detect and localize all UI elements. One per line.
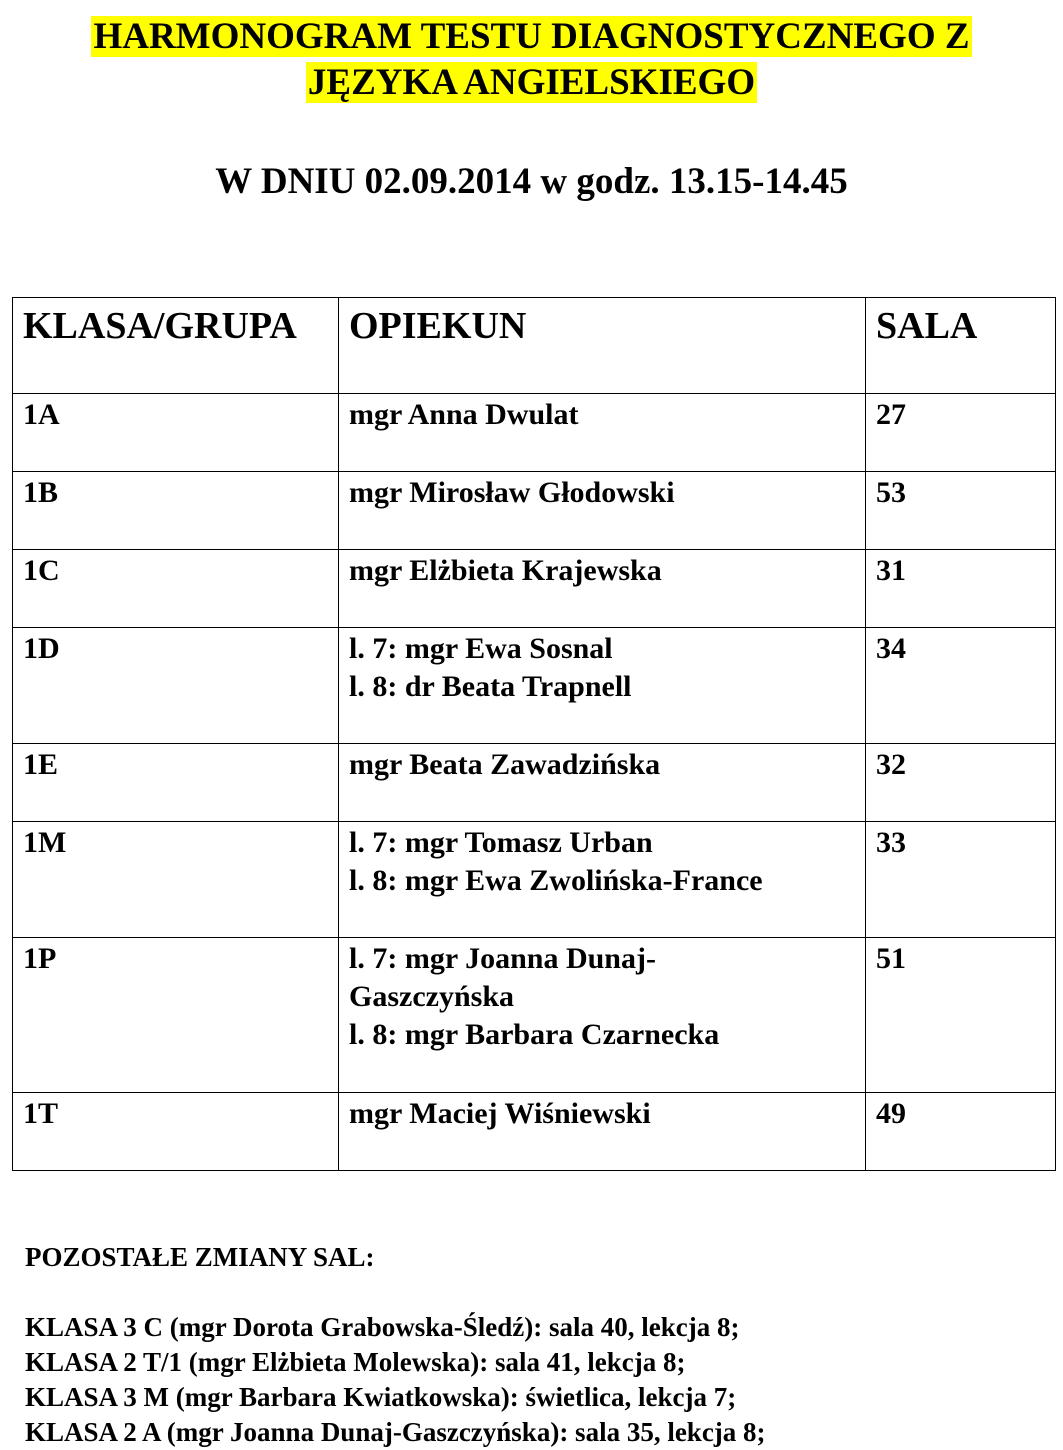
table-row: [13, 938, 1056, 1093]
supervisor-line: l. 8: dr Beata Trapnell: [349, 670, 632, 703]
table-row: [13, 628, 1056, 744]
table-row: [13, 744, 1056, 822]
room-changes-section: [25, 1240, 1055, 1450]
cell-room: 31: [866, 550, 1056, 628]
cell-supervisor: [339, 628, 866, 744]
schedule-table: [12, 297, 1056, 1171]
table-header-row: [13, 298, 1056, 394]
cell-supervisor: [339, 472, 866, 550]
table-row: [13, 1093, 1056, 1171]
cell-supervisor: [339, 550, 866, 628]
cell-supervisor: [339, 938, 866, 1093]
supervisor-line: l. 7: mgr Ewa Sosnal: [349, 632, 613, 665]
table-row: [13, 472, 1056, 550]
supervisor-line: l. 7: mgr Tomasz Urban: [349, 826, 653, 859]
date-time-subtitle: W DNIU 02.09.2014 w godz. 13.15-14.45: [215, 161, 848, 202]
cell-room: 27: [866, 394, 1056, 472]
cell-group: 1P: [13, 938, 339, 1093]
cell-room: 32: [866, 744, 1056, 822]
table-row: [13, 394, 1056, 472]
cell-group: 1T: [13, 1093, 339, 1171]
supervisor-line: mgr Beata Zawadzińska: [349, 748, 661, 781]
supervisor-line: l. 8: mgr Barbara Czarnecka: [349, 1018, 720, 1051]
title-line-1: HARMONOGRAM TESTU DIAGNOSTYCZNEGO Z: [93, 16, 970, 57]
supervisor-line: mgr Anna Dwulat: [349, 398, 579, 431]
cell-group: 1M: [13, 822, 339, 938]
header-group: KLASA/GRUPA: [13, 298, 339, 394]
cell-supervisor: [339, 394, 866, 472]
room-changes-heading: POZOSTAŁE ZMIANY SAL:: [25, 1242, 375, 1272]
table-row: [13, 550, 1056, 628]
room-change-item: KLASA 2 A (mgr Joanna Dunaj-Gaszczyńska): sala 35, lekcja 8;: [25, 1417, 766, 1447]
supervisor-line: Gaszczyńska: [349, 980, 514, 1013]
supervisor-line: mgr Maciej Wiśniewski: [349, 1097, 651, 1130]
cell-group: 1A: [13, 394, 339, 472]
supervisor-line: l. 8: mgr Ewa Zwolińska-France: [349, 864, 763, 897]
supervisor-line: l. 7: mgr Joanna Dunaj-: [349, 942, 656, 975]
cell-supervisor: [339, 744, 866, 822]
title-line-2: JĘZYKA ANGIELSKIEGO: [307, 62, 756, 103]
cell-room: 33: [866, 822, 1056, 938]
cell-room: 49: [866, 1093, 1056, 1171]
cell-room: 51: [866, 938, 1056, 1093]
cell-group: 1B: [13, 472, 339, 550]
table-row: [13, 822, 1056, 938]
cell-room: 53: [866, 472, 1056, 550]
cell-supervisor: [339, 1093, 866, 1171]
room-change-item: KLASA 3 C (mgr Dorota Grabowska-Śledź): sala 40, lekcja 8;: [25, 1312, 740, 1342]
cell-group: 1C: [13, 550, 339, 628]
document-title: [0, 14, 1063, 106]
room-change-item: KLASA 3 M (mgr Barbara Kwiatkowska): świetlica, lekcja 7;: [25, 1382, 737, 1412]
cell-group: 1E: [13, 744, 339, 822]
table-body: [13, 394, 1056, 1171]
room-change-item: KLASA 2 T/1 (mgr Elżbieta Molewska): sala 41, lekcja 8;: [25, 1347, 686, 1377]
cell-supervisor: [339, 822, 866, 938]
cell-group: 1D: [13, 628, 339, 744]
supervisor-line: mgr Mirosław Głodowski: [349, 476, 675, 509]
header-room: SALA: [866, 298, 1056, 394]
header-supervisor: OPIEKUN: [339, 298, 866, 394]
supervisor-line: mgr Elżbieta Krajewska: [349, 554, 662, 587]
cell-room: 34: [866, 628, 1056, 744]
